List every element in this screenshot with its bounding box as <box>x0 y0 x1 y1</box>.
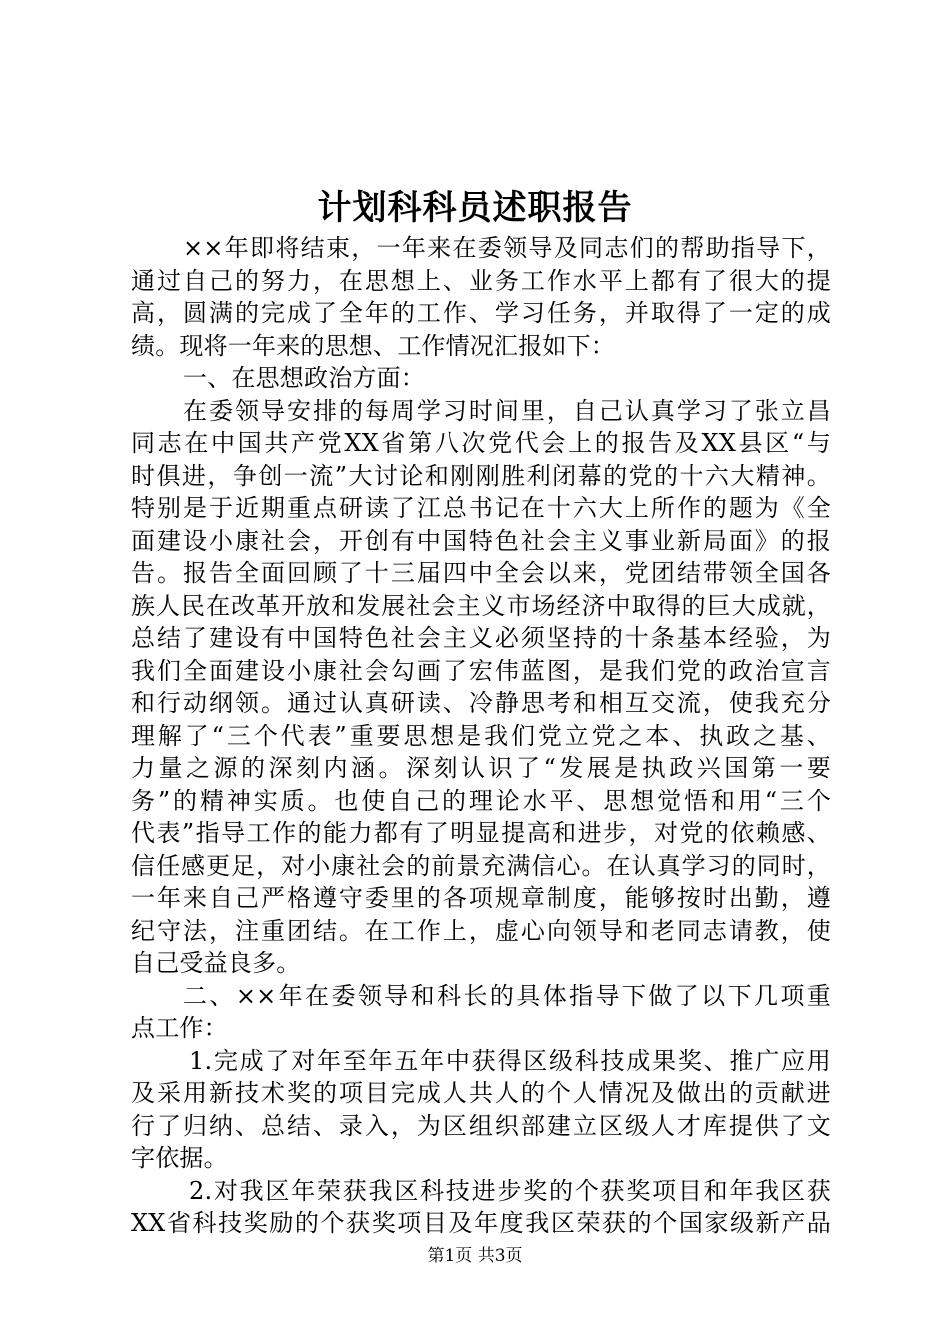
list-item-line: 及采用新技术奖的项目完成人共人的个人情况及做出的贡献进 <box>131 1079 831 1107</box>
list-item-line: 行了归纳、总结、录入，为区组织部建立区级人才库提供了文 <box>131 1111 831 1140</box>
paragraph-line: 族人民在改革开放和发展社会主义市场经济中取得的巨大成就， <box>131 591 831 620</box>
section-heading: 一、在思想政治方面： <box>183 364 425 392</box>
paragraph-line: 自己受益良多。 <box>131 949 301 977</box>
list-item-line: 1.完成了对年至年五年中获得区级科技成果奖、推广应用 <box>189 1046 831 1075</box>
paragraph-line: ××年即将结束，一年来在委领导及同志们的帮助指导下， <box>183 234 831 262</box>
document-title: 计划科科员述职报告 <box>317 188 633 228</box>
paragraph-line: 总结了建设有中国特色社会主义必须坚持的十条基本经验，为 <box>131 624 831 652</box>
paragraph-line: 信任感更足，对小康社会的前景充满信心。在认真学习的同时， <box>131 851 831 880</box>
paragraph-line: 绩。现将一年来的思想、工作情况汇报如下： <box>131 331 615 360</box>
paragraph-line: 面建设小康社会，开创有中国特色社会主义事业新局面》的报 <box>131 526 831 555</box>
list-item-line: 字依据。 <box>131 1144 228 1172</box>
paragraph-line: 点工作： <box>131 1014 228 1042</box>
paragraph-line: 同志在中国共产党XX省第八次党代会上的报告及XX县区“与 <box>131 429 831 457</box>
paragraph-line: 通过自己的努力，在思想上、业务工作水平上都有了很大的提 <box>131 266 831 295</box>
paragraph-line: 纪守法，注重团结。在工作上，虚心向领导和老同志请教，使 <box>131 916 831 945</box>
paragraph-line: 和行动纲领。通过认真研读、冷静思考和相互交流，使我充分 <box>131 689 831 717</box>
section-heading: 二、××年在委领导和科长的具体指导下做了以下几项重 <box>183 981 831 1010</box>
paragraph-line: 时俱进，争创一流”大讨论和刚刚胜利闭幕的党的十六大精神。 <box>131 461 831 490</box>
paragraph-line: 一年来自己严格遵守委里的各项规章制度，能够按时出勤，遵 <box>131 884 831 912</box>
paragraph-line: 力量之源的深刻内涵。深刻认识了“发展是执政兴国第一要 <box>131 754 831 782</box>
paragraph-line: 告。报告全面回顾了十三届四中全会以来，党团结带领全国各 <box>131 559 831 587</box>
document-body <box>131 232 831 1240</box>
page-number-footer: 第1页 共3页 <box>427 1246 523 1266</box>
paragraph-line: 我们全面建设小康社会勾画了宏伟蓝图，是我们党的政治宣言 <box>131 656 831 685</box>
paragraph-line: 代表”指导工作的能力都有了明显提高和进步，对党的依赖感、 <box>131 819 831 847</box>
paragraph-line: 特别是于近期重点研读了江总书记在十六大上所作的题为《全 <box>131 494 831 522</box>
paragraph-line: 理解了“三个代表”重要思想是我们党立党之本、执政之基、 <box>131 721 831 750</box>
paragraph-line: 高，圆满的完成了全年的工作、学习任务，并取得了一定的成 <box>131 299 831 327</box>
list-item-line: XX省科技奖励的个获奖项目及年度我区荣获的个国家级新产品 <box>131 1209 831 1237</box>
paragraph-line: 在委领导安排的每周学习时间里，自己认真学习了张立昌 <box>183 396 831 425</box>
list-item-line: 2.对我区年荣获我区科技进步奖的个获奖项目和年我区获 <box>189 1176 831 1205</box>
paragraph-line: 务”的精神实质。也使自己的理论水平、思想觉悟和用“三个 <box>131 786 831 815</box>
